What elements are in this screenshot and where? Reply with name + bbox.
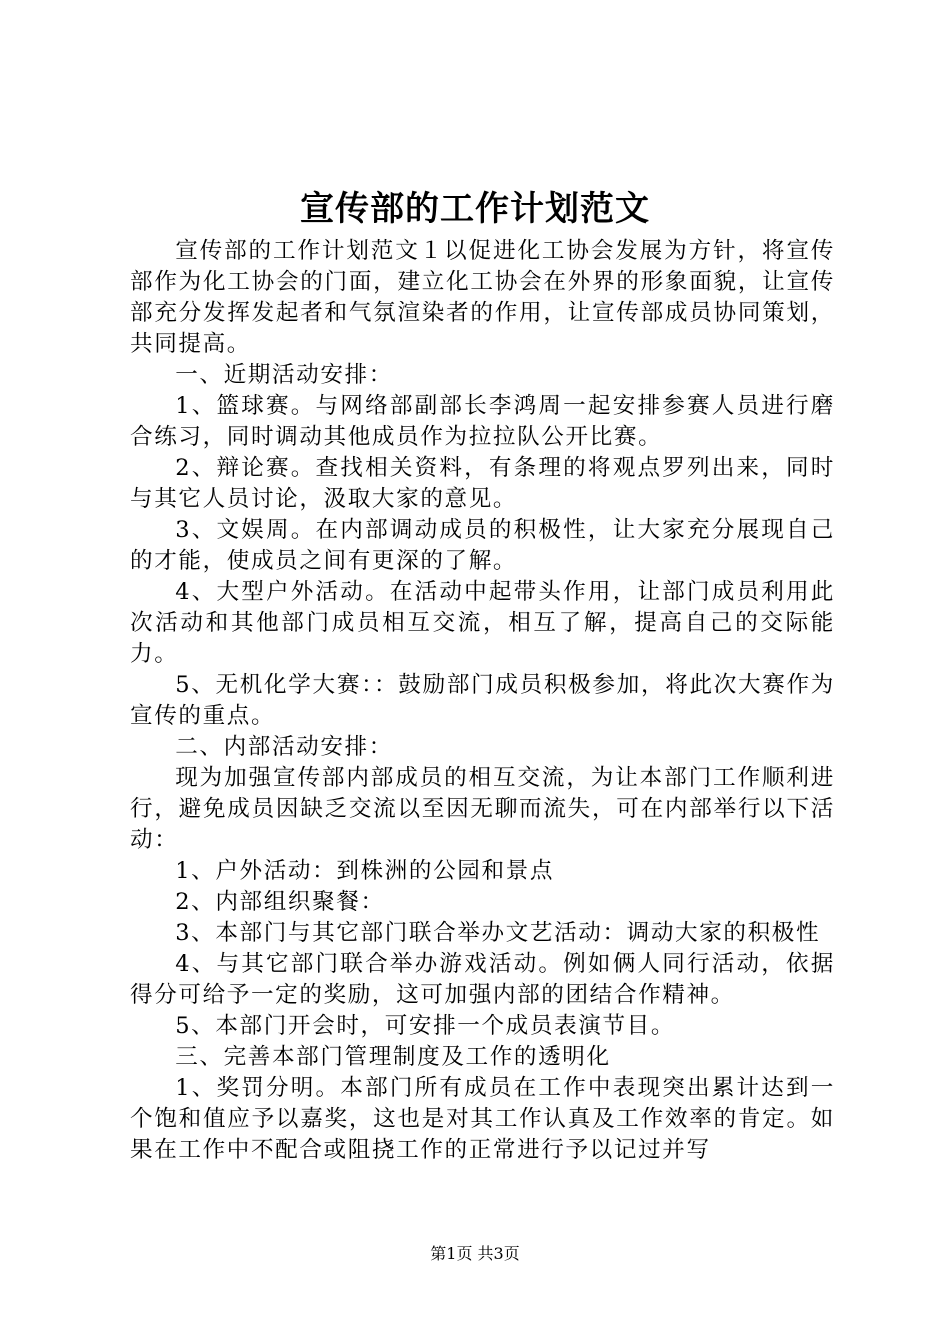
paragraph-item: 5、无机化学大赛：：鼓励部门成员积极参加，将此次大赛作为宣传的重点。 bbox=[130, 672, 835, 729]
section-heading-internal-activities: 二、内部活动安排： bbox=[175, 734, 393, 760]
paragraph-intro: 宣传部的工作计划范文１以促进化工协会发展为方针，将宣传部作为化工协会的门面，建立化工协会在外界的形象面貌，让宣传部充分发挥发起者和气氛渲染者的作用，让宣传部成员协同策划，共同提高。 bbox=[130, 238, 835, 357]
document-title: 宣传部的工作计划范文 bbox=[300, 189, 650, 229]
paragraph-item: 2、内部组织聚餐： bbox=[175, 889, 385, 915]
paragraph-item: 2、辩论赛。查找相关资料，有条理的将观点罗列出来，同时与其它人员讨论，汲取大家的意见。 bbox=[130, 455, 835, 512]
paragraph-text: 现为加强宣传部内部成员的相互交流，为让本部门工作顺利进行，避免成员因缺乏交流以至因无聊而流失，可在内部举行以下活动： bbox=[130, 765, 835, 853]
section-heading-recent-activities: 一、近期活动安排： bbox=[175, 362, 393, 388]
paragraph-item: 5、本部门开会时，可安排一个成员表演节目。 bbox=[175, 1013, 676, 1039]
paragraph-item: 4、大型户外活动。在活动中起带头作用，让部门成员利用此次活动和其他部门成员相互交流，相互了解，提高自己的交际能力。 bbox=[130, 579, 835, 667]
paragraph-item: 3、文娱周。在内部调动成员的积极性，让大家充分展现自己的才能，使成员之间有更深的了解。 bbox=[130, 517, 835, 574]
paragraph-item: 1、篮球赛。与网络部副部长李鸿周一起安排参赛人员进行磨合练习，同时调动其他成员作为拉拉队公开比赛。 bbox=[130, 393, 835, 450]
paragraph-item: 4、与其它部门联合举办游戏活动。例如俩人同行活动，依据得分可给予一定的奖励，这可加强内部的团结合作精神。 bbox=[130, 951, 835, 1008]
paragraph-item: 1、奖罚分明。本部门所有成员在工作中表现突出累计达到一个饱和值应予以嘉奖，这也是对其工作认真及工作效率的肯定。如果在工作中不配合或阻挠工作的正常进行予以记过并写 bbox=[130, 1075, 835, 1163]
page-number-footer: 第1页 共3页 bbox=[430, 1244, 520, 1263]
paragraph-item: 3、本部门与其它部门联合举办文艺活动：调动大家的积极性 bbox=[175, 920, 821, 946]
document-body bbox=[130, 236, 835, 1166]
paragraph-item: 1、户外活动：到株洲的公园和景点 bbox=[175, 858, 555, 884]
section-heading-management: 三、完善本部门管理制度及工作的透明化 bbox=[175, 1044, 611, 1070]
